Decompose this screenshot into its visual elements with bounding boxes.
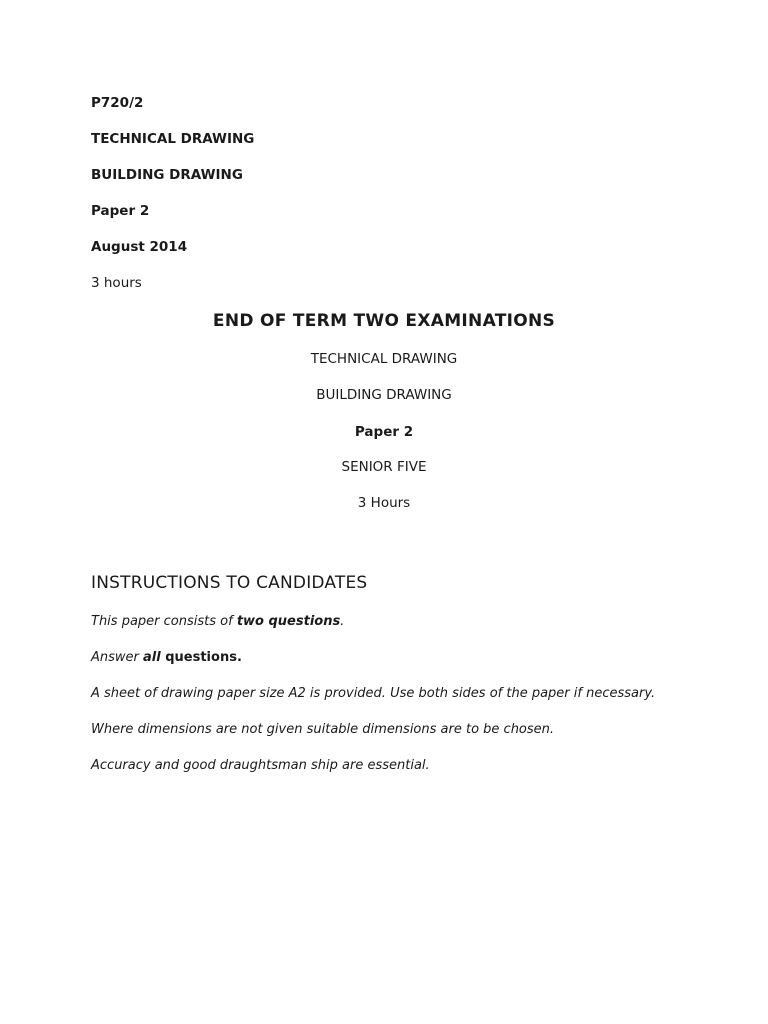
instruction-line-1: [91, 614, 344, 630]
instruction-line-5: Accuracy and good draughtsman ship are essential.: [91, 758, 430, 773]
instruction-2-emphasis: all: [143, 650, 161, 665]
instruction-1-emphasis: two questions: [236, 614, 341, 629]
title-paper: Paper 2: [354, 424, 414, 440]
title-option: BUILDING DRAWING: [316, 387, 452, 403]
header-duration: 3 hours: [91, 275, 142, 291]
header-subject: TECHNICAL DRAWING: [91, 131, 255, 147]
header-date: August 2014: [91, 239, 188, 255]
instruction-line-3: A sheet of drawing paper size A2 is provided. Use both sides of the paper if necessary.: [91, 686, 656, 701]
instruction-line-2: [91, 650, 242, 666]
header-paper: Paper 2: [91, 203, 150, 219]
exam-title: END OF TERM TWO EXAMINATIONS: [212, 311, 556, 331]
instructions-heading: INSTRUCTIONS TO CANDIDATES: [91, 573, 368, 593]
title-subject: TECHNICAL DRAWING: [310, 351, 458, 367]
instruction-line-4: Where dimensions are not given suitable dimensions are to be chosen.: [91, 722, 555, 737]
paper-code: P720/2: [91, 95, 144, 111]
header-option: BUILDING DRAWING: [91, 167, 243, 183]
instruction-1-prefix: This paper consists of: [91, 614, 237, 629]
title-level: SENIOR FIVE: [341, 459, 427, 475]
instruction-2-suffix: questions.: [160, 650, 242, 665]
instruction-1-suffix: .: [340, 614, 345, 629]
title-duration: 3 Hours: [357, 495, 411, 511]
instruction-2-prefix: Answer: [91, 650, 144, 665]
